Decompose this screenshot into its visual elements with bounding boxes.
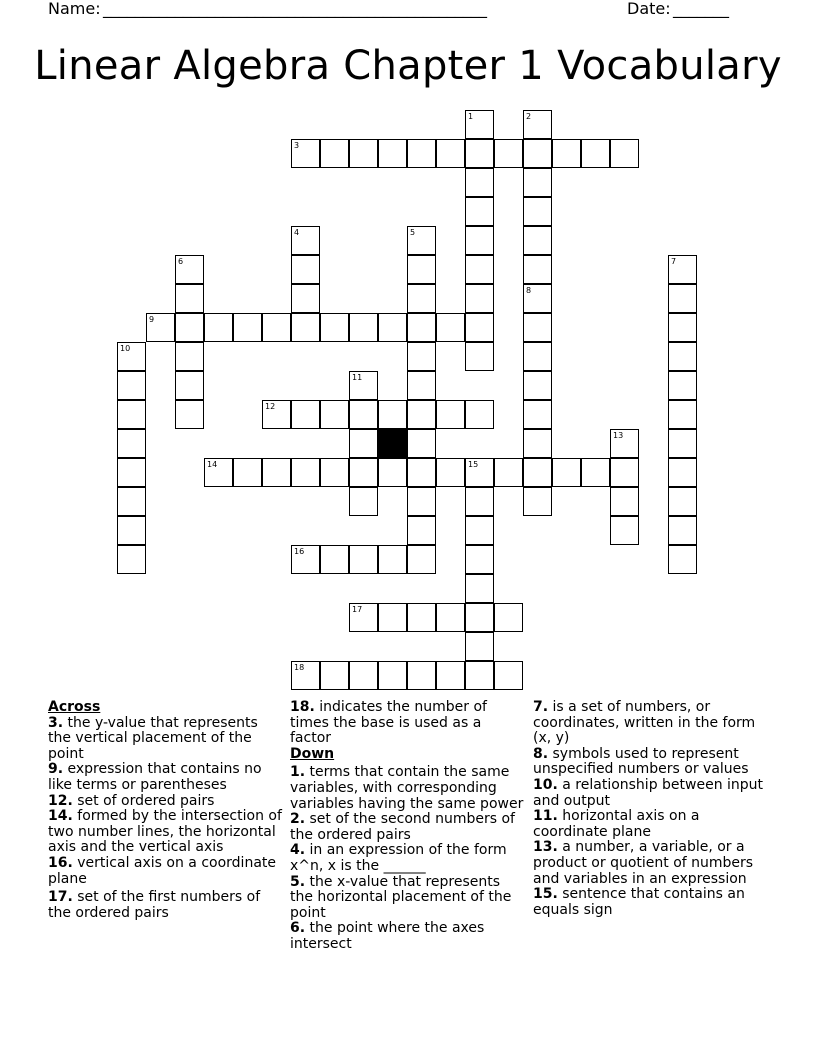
crossword-cell[interactable]	[320, 400, 349, 429]
clue-text: a number, a variable, or a product or quotient of numbers and variables in an expression	[533, 839, 754, 887]
clue-number: 2.	[290, 811, 306, 828]
across-heading: Across	[48, 699, 101, 715]
crossword-cell[interactable]	[349, 313, 378, 342]
crossword-cell[interactable]	[291, 458, 320, 487]
crossword-cell[interactable]	[668, 313, 697, 342]
crossword-cell[interactable]	[117, 516, 146, 545]
crossword-cell[interactable]	[552, 458, 581, 487]
crossword-cell[interactable]	[349, 400, 378, 429]
clue-start-number: 12	[265, 402, 276, 411]
across-clue-9	[48, 762, 284, 793]
crossword-cell[interactable]	[117, 545, 146, 574]
crossword-cell[interactable]	[610, 487, 639, 516]
crossword-cell[interactable]	[407, 139, 436, 168]
across-clue-17	[48, 890, 284, 921]
clue-text: formed by the intersection of two number lines, the horizontal axis and the vertical axis	[48, 808, 282, 856]
crossword-cell[interactable]	[146, 313, 175, 342]
clue-start-number: 9	[149, 315, 155, 324]
crossword-cell[interactable]	[291, 255, 320, 284]
down-clue-15	[533, 887, 769, 918]
date-label: Date:	[627, 0, 671, 18]
down-clue-6	[290, 921, 526, 952]
crossword-cell[interactable]	[262, 458, 291, 487]
crossword-cell[interactable]	[436, 458, 465, 487]
clue-number: 11.	[533, 808, 558, 825]
crossword-cell[interactable]	[320, 661, 349, 690]
crossword-cell[interactable]	[175, 284, 204, 313]
clue-number: 9.	[48, 761, 64, 778]
clue-start-number: 4	[294, 228, 300, 237]
crossword-cell[interactable]	[465, 139, 494, 168]
crossword-cell[interactable]	[175, 255, 204, 284]
crossword-cell[interactable]	[523, 487, 552, 516]
crossword-cell[interactable]	[523, 255, 552, 284]
date-blank-line[interactable]: _______	[673, 0, 729, 18]
crossword-cell[interactable]	[610, 516, 639, 545]
clue-text: the y-value that represents the vertical placement of the point	[48, 714, 258, 762]
crossword-cell[interactable]	[407, 255, 436, 284]
crossword-cell[interactable]	[407, 400, 436, 429]
crossword-cell[interactable]	[494, 603, 523, 632]
clue-start-number: 3	[294, 141, 300, 150]
clue-text: vertical axis on a coordinate plane	[48, 854, 276, 887]
clue-number: 3.	[48, 714, 64, 731]
crossword-cell[interactable]	[291, 139, 320, 168]
name-label: Name:	[48, 0, 101, 18]
worksheet-header	[48, 0, 748, 20]
clue-text: horizontal axis on a coordinate plane	[533, 808, 700, 840]
crossword-cell[interactable]	[175, 313, 204, 342]
crossword-cell[interactable]	[465, 284, 494, 313]
name-blank-line[interactable]: ________________________________________________	[103, 0, 487, 18]
crossword-cell[interactable]	[320, 313, 349, 342]
crossword-cell[interactable]	[668, 371, 697, 400]
clue-text: set of the second numbers of the ordered pairs	[290, 811, 515, 843]
clue-text: sentence that contains an equals sign	[533, 886, 745, 918]
crossword-cell[interactable]	[349, 429, 378, 458]
crossword-cell[interactable]	[436, 139, 465, 168]
crossword-cell[interactable]	[349, 545, 378, 574]
crossword-cell[interactable]	[523, 110, 552, 139]
crossword-cell[interactable]	[349, 603, 378, 632]
crossword-cell[interactable]	[610, 139, 639, 168]
crossword-cell[interactable]	[465, 313, 494, 342]
crossword-cell[interactable]	[378, 603, 407, 632]
crossword-cell[interactable]	[668, 429, 697, 458]
crossword-cell[interactable]	[407, 487, 436, 516]
crossword-cell[interactable]	[349, 371, 378, 400]
crossword-cell[interactable]	[436, 603, 465, 632]
clue-number: 8.	[533, 745, 549, 762]
down-clue-8	[533, 747, 769, 778]
crossword-cell[interactable]	[523, 284, 552, 313]
crossword-cell[interactable]	[668, 400, 697, 429]
crossword-cell[interactable]	[262, 313, 291, 342]
clue-start-number: 17	[352, 605, 363, 614]
crossword-cell[interactable]	[378, 400, 407, 429]
crossword-cell[interactable]	[465, 516, 494, 545]
crossword-cell[interactable]	[523, 226, 552, 255]
crossword-cell[interactable]	[407, 342, 436, 371]
page-title: Linear Algebra Chapter 1 Vocabulary	[34, 43, 782, 89]
crossword-cell[interactable]	[552, 139, 581, 168]
crossword-cell[interactable]	[668, 545, 697, 574]
crossword-cell[interactable]	[378, 139, 407, 168]
crossword-cell[interactable]	[668, 255, 697, 284]
clue-text: expression that contains no like terms or parentheses	[48, 761, 262, 793]
crossword-cell[interactable]	[610, 458, 639, 487]
clue-start-number: 18	[294, 663, 305, 672]
clue-text: set of ordered pairs	[77, 792, 215, 809]
clue-start-number: 10	[120, 344, 131, 353]
crossword-cell[interactable]	[407, 516, 436, 545]
clue-number: 17.	[48, 889, 73, 906]
clue-text: set of the first numbers of the ordered pairs	[48, 889, 261, 921]
crossword-cell[interactable]	[320, 545, 349, 574]
crossword-cell[interactable]	[407, 226, 436, 255]
clues-column-1	[48, 700, 284, 921]
down-clue-5	[290, 875, 526, 922]
clue-number: 13.	[533, 839, 558, 856]
crossword-cell[interactable]	[465, 545, 494, 574]
crossword-cell[interactable]	[233, 458, 262, 487]
crossword-cell[interactable]	[407, 661, 436, 690]
crossword-cell[interactable]	[407, 545, 436, 574]
crossword-cell[interactable]	[523, 371, 552, 400]
crossword-shaded-cell	[378, 429, 407, 458]
down-clue-13	[533, 840, 769, 887]
crossword-cell[interactable]	[465, 400, 494, 429]
clue-start-number: 11	[352, 373, 363, 382]
crossword-cell[interactable]	[494, 139, 523, 168]
crossword-cell[interactable]	[407, 458, 436, 487]
clue-number: 6.	[290, 920, 306, 937]
crossword-cell[interactable]	[465, 632, 494, 661]
crossword-cell[interactable]	[291, 545, 320, 574]
crossword-cell[interactable]	[117, 342, 146, 371]
crossword-cell[interactable]	[465, 110, 494, 139]
crossword-cell[interactable]	[668, 284, 697, 313]
crossword-cell[interactable]	[378, 545, 407, 574]
crossword-cell[interactable]	[581, 458, 610, 487]
down-heading: Down	[290, 745, 335, 762]
crossword-cell[interactable]	[378, 313, 407, 342]
crossword-cell[interactable]	[117, 487, 146, 516]
clue-number: 14.	[48, 808, 73, 825]
crossword-cell[interactable]	[523, 197, 552, 226]
clue-text: in an expression of the form x^n, x is the ______	[290, 842, 507, 874]
clue-start-number: 16	[294, 547, 305, 556]
crossword-cell[interactable]	[581, 139, 610, 168]
clues-column-2	[290, 700, 526, 953]
down-clue-1	[290, 765, 526, 812]
crossword-cell[interactable]	[175, 371, 204, 400]
clue-number: 5.	[290, 873, 306, 890]
crossword-cell[interactable]	[291, 400, 320, 429]
crossword-cell[interactable]	[117, 371, 146, 400]
crossword-cell[interactable]	[668, 516, 697, 545]
crossword-cell[interactable]	[610, 429, 639, 458]
crossword-cell[interactable]	[523, 139, 552, 168]
down-clue-7	[533, 700, 769, 747]
clue-number: 12.	[48, 792, 73, 809]
crossword-cell[interactable]	[523, 458, 552, 487]
crossword-cell[interactable]	[117, 429, 146, 458]
crossword-cell[interactable]	[523, 429, 552, 458]
clue-number: 18.	[290, 699, 315, 715]
crossword-cell[interactable]	[465, 661, 494, 690]
crossword-cell[interactable]	[465, 197, 494, 226]
crossword-cell[interactable]	[204, 458, 233, 487]
clue-text: indicates the number of times the base is used as a factor	[290, 699, 487, 747]
crossword-cell[interactable]	[523, 313, 552, 342]
clue-text: is a set of numbers, or coordinates, written in the form (x, y)	[533, 699, 756, 747]
across-clue-18	[290, 700, 526, 747]
crossword-cell[interactable]	[291, 661, 320, 690]
down-clue-11	[533, 809, 769, 840]
clue-start-number: 7	[671, 257, 677, 266]
across-clue-14	[48, 809, 284, 856]
clue-start-number: 8	[526, 286, 532, 295]
crossword-cell[interactable]	[407, 313, 436, 342]
clue-number: 1.	[290, 764, 306, 781]
clue-start-number: 14	[207, 460, 218, 469]
across-clue-3	[48, 716, 284, 763]
crossword-cell[interactable]	[204, 313, 233, 342]
crossword-cell[interactable]	[523, 168, 552, 197]
clue-start-number: 2	[526, 112, 532, 121]
crossword-cell[interactable]	[465, 574, 494, 603]
crossword-cell[interactable]	[465, 168, 494, 197]
crossword-cell[interactable]	[436, 400, 465, 429]
clue-text: a relationship between input and output	[533, 776, 764, 809]
clue-text: the x-value that represents the horizontal placement of the point	[290, 873, 512, 921]
crossword-cell[interactable]	[320, 139, 349, 168]
crossword-cell[interactable]	[117, 458, 146, 487]
down-clue-10	[533, 778, 769, 809]
clue-number: 7.	[533, 699, 549, 715]
crossword-cell[interactable]	[378, 458, 407, 487]
across-clue-12	[48, 794, 284, 810]
crossword-cell[interactable]	[436, 313, 465, 342]
crossword-cell[interactable]	[378, 661, 407, 690]
crossword-cell[interactable]	[349, 458, 378, 487]
crossword-cell[interactable]	[668, 458, 697, 487]
clue-number: 15.	[533, 886, 558, 903]
clue-start-number: 5	[410, 228, 416, 237]
clue-text: terms that contain the same variables, with corresponding variables having the same power	[290, 764, 524, 812]
clues-column-3	[533, 700, 769, 918]
crossword-cell[interactable]	[465, 342, 494, 371]
clue-start-number: 6	[178, 257, 184, 266]
clue-text: the point where the axes intersect	[290, 920, 485, 952]
crossword-cell[interactable]	[349, 487, 378, 516]
crossword-cell[interactable]	[465, 458, 494, 487]
crossword-cell[interactable]	[349, 139, 378, 168]
crossword-cell[interactable]	[668, 342, 697, 371]
crossword-cell[interactable]	[117, 400, 146, 429]
crossword-cell[interactable]	[291, 226, 320, 255]
clue-text: symbols used to represent unspecified numbers or values	[533, 745, 749, 778]
crossword-cell[interactable]	[175, 400, 204, 429]
clue-number: 10.	[533, 776, 558, 793]
crossword-cell[interactable]	[407, 603, 436, 632]
crossword-cell[interactable]	[291, 313, 320, 342]
crossword-cell[interactable]	[465, 226, 494, 255]
down-clue-2	[290, 812, 526, 843]
crossword-cell[interactable]	[668, 487, 697, 516]
across-clue-16	[48, 856, 284, 887]
clue-number: 4.	[290, 842, 306, 859]
crossword-cell[interactable]	[407, 284, 436, 313]
clue-number: 16.	[48, 854, 73, 871]
crossword-cell[interactable]	[407, 429, 436, 458]
down-clue-4	[290, 843, 526, 874]
crossword-cell[interactable]	[494, 661, 523, 690]
crossword-cell[interactable]	[175, 342, 204, 371]
crossword-cell[interactable]	[465, 603, 494, 632]
crossword-cell[interactable]	[465, 487, 494, 516]
clue-start-number: 1	[468, 112, 474, 121]
crossword-cell[interactable]	[436, 661, 465, 690]
crossword-cell[interactable]	[291, 284, 320, 313]
clue-start-number: 13	[613, 431, 624, 440]
crossword-cell[interactable]	[233, 313, 262, 342]
crossword-cell[interactable]	[262, 400, 291, 429]
clue-start-number: 15	[468, 460, 479, 469]
crossword-cell[interactable]	[523, 342, 552, 371]
crossword-cell[interactable]	[465, 255, 494, 284]
crossword-cell[interactable]	[320, 458, 349, 487]
crossword-cell[interactable]	[407, 371, 436, 400]
crossword-cell[interactable]	[523, 400, 552, 429]
crossword-cell[interactable]	[349, 661, 378, 690]
crossword-cell[interactable]	[494, 458, 523, 487]
